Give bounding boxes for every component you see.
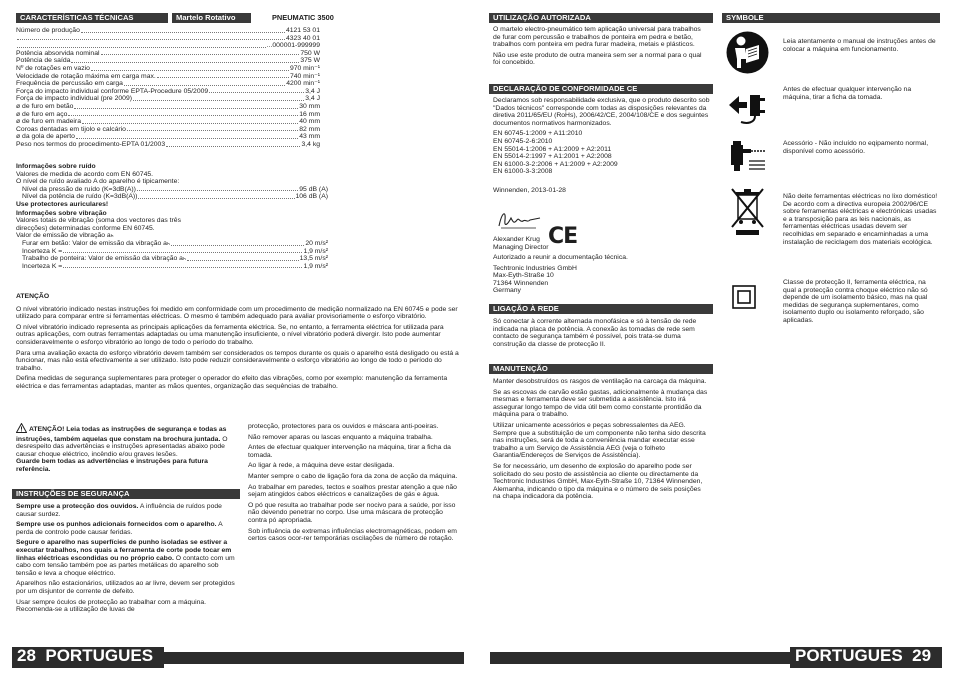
spec-row <box>16 141 320 149</box>
row-leader <box>63 263 302 269</box>
safety-paragraph <box>16 539 240 577</box>
warning-bold: ATENÇÃO! Leia todas as instruções de segurança e todas as instruções, também aquelas que constam na brochura juntada. <box>16 426 227 443</box>
safety-bold: Sempre use a protecção dos ouvidos. <box>16 503 139 510</box>
spec-row <box>16 27 320 35</box>
row-label: Peso nos termos do procedimento-EPTA 01/2003 <box>16 140 166 148</box>
row-value: 1,9 m/s² <box>303 247 328 255</box>
row-leader <box>171 240 305 246</box>
atencao-paragraph: O nível vibratório indicado nestas instruções foi medido em conformidade com um procedimento de medição normalizado na EN 60745 e pode ser utilizado para comparar entre si ferramentas eléctricas. O mesmo é também adequado para avaliar provisoriamente o esforço vibratório. <box>16 305 458 321</box>
address-line: Techtronic Industries GmbH <box>493 264 577 272</box>
row-label: Número de produção <box>16 27 80 34</box>
safety-bold: Sempre use os punhos adicionais fornecidos com o aparelho. <box>16 521 217 529</box>
row-value: 970 min⁻¹ <box>289 64 320 72</box>
row-leader <box>133 95 304 101</box>
noise-row <box>22 193 328 201</box>
declaration-date: Winnenden, 2013-01-28 <box>493 186 566 194</box>
row-value: 106 dB (A) <box>295 193 328 201</box>
standard-item: EN 60745-2-6:2010 <box>493 137 553 145</box>
page-language: PORTUGUES <box>45 646 154 665</box>
row-leader <box>166 141 300 147</box>
page-number: 29 <box>912 646 932 665</box>
row-leader <box>17 42 266 48</box>
maintenance-header: MANUTENÇÃO <box>489 364 713 374</box>
page-language: PORTUGUES <box>795 646 903 665</box>
row-leader <box>127 126 298 132</box>
vibration-row <box>22 248 328 256</box>
row-label: Potência de saída <box>16 57 71 65</box>
safety-text: Usar sempre óculos de protecção ao trabalhar com a máquina. Recomenda-se a utilização de luvas de <box>16 598 207 614</box>
symbol-text-unplug: Antes de efectuar qualquer intervenção na máquina, tirar a ficha da tomada. <box>783 86 912 101</box>
address-line: Max-Eyth-Straße 10 <box>493 272 554 280</box>
row-value: 1,9 m/s² <box>303 262 328 270</box>
row-label: Incerteza K = <box>22 262 63 270</box>
spec-header-subtitle: Martelo Rotativo <box>172 13 251 23</box>
standard-item: EN 55014-1:2006 + A1:2009 + A2:2011 <box>493 145 612 153</box>
conformity-section <box>493 97 710 195</box>
safety-paragraphs <box>16 503 240 617</box>
row-value: ...000001-999999 <box>266 42 320 50</box>
vib-line: Valor de emissão de vibração aₕ <box>16 232 114 240</box>
grid-section <box>493 318 710 351</box>
safety-text: O contacto com um cabo com tensão também poe as partes metálicas do aparelho sob tensão e leva a choque eléctrico. <box>16 554 235 577</box>
atencao-section <box>16 293 461 394</box>
row-leader <box>82 118 298 124</box>
unplug-icon <box>725 82 770 129</box>
safety-paragraph <box>16 503 240 518</box>
row-label: Nº de rotações em vazio <box>16 64 90 72</box>
row-value: 13,5 m/s² <box>299 255 328 263</box>
spec-row <box>16 42 320 50</box>
safety-paragraph <box>16 521 240 536</box>
use-section <box>493 26 710 70</box>
row-label: Força do impacto individual conforme EPTA-Procedure 05/2009 <box>16 87 209 95</box>
standard-item: EN 60745-1:2009 + A11:2010 <box>493 130 583 138</box>
page-number-left <box>17 645 153 667</box>
maintenance-paragraph: Se as escovas de carvão estão gastas, adicionalmente à mudança das mesmas e ferramenta deve ser submetida a assistência. Isto irá assegurar longo tempo de vida útil bem como constante prontidão da máquina para o trabalho. <box>493 388 708 419</box>
row-value: 4121 53 01 <box>285 27 320 34</box>
spec-row <box>16 57 320 65</box>
symbol-text-weee: Não deite ferramentas eléctricas no lixo doméstico! De acordo com a directiva europeia 2002/96/CE sobre ferramentas eléctricas e electrónicas usadas e a transposição para as leis nacionais, as ferramentas eléctricas usadas devem ser recolhidas em separado e encaminhadas a uma instalação de reciclagem dos materiais ecológica. <box>783 193 938 246</box>
signature-image <box>496 206 544 239</box>
spec-row <box>16 126 320 134</box>
row-label: Nível da potência de ruído (K=3dB(A)) <box>22 193 138 201</box>
row-label: Nível da pressão de ruído (K=3dB(A)) <box>22 185 136 193</box>
accessory-icon <box>725 133 770 180</box>
noise-protect: Use protectores auriculares! <box>16 200 109 208</box>
signer-name: Alexander Krug <box>493 236 540 243</box>
warning-triangle-icon <box>16 423 27 436</box>
weee-bin-icon <box>725 185 770 232</box>
maintenance-paragraph: Se for necessário, um desenho de explosão do aparelho pode ser solicitado do seu posto de assistência ao cliente ou directamente da Techtronic Industries GmbH, Max-Eyth-Straße 10, 71364 Winnenden, Alemanha, indicando o tipo da máquina e o número de seis posições na chapa indicadora da potência. <box>493 462 703 501</box>
grid-header: LIGAÇÃO À REDE <box>489 304 713 314</box>
row-value: 43 mm <box>299 133 320 141</box>
address-line: Germany <box>493 287 521 295</box>
safety-paragraph: Não remover aparas ou lascas enquanto a máquina trabalha. <box>248 433 433 441</box>
row-value: 740 min⁻¹ <box>289 72 320 80</box>
vibration-row <box>22 255 328 263</box>
safety-paragraph: Antes de efectuar qualquer intervenção na máquina, tirar a ficha da tomada. <box>248 444 451 459</box>
warning-bold-2: Guarde bem todas as advertências e instruções para futura referência. <box>16 458 208 473</box>
row-leader <box>71 57 299 63</box>
safety-text: A perda de controlo pode causar feridas. <box>16 521 223 536</box>
safety-paragraph <box>16 599 240 614</box>
authorization-block <box>493 254 710 295</box>
noise-row <box>22 186 328 194</box>
maintenance-paragraph: Utilizar unicamente acessórios e peças sobressalentes da AEG. Sempre que a substituição de um componente não tenha sido descrita nas instruções, será de toda a conveniência mandar executar esse trabalho a um Serviço de Assistência AEG (veja o folheto Garantia/Endereços de Serviços de Assistência). <box>493 421 706 460</box>
atencao-paragraph: O nível vibratório indicado representa as principais aplicações da ferramenta eléctrica. Se, no entanto, a ferramenta eléctrica for utilizada para outras aplicações, com outras ferramentas adaptadas ou uma manutenção insuficiente, o nível vibratório poderá divergir. Isto pode aumentar consideravelmente o esforço vibratório ao longo de todo o período do trabalho. <box>16 323 444 346</box>
row-value: 4323 40 01 <box>285 34 320 42</box>
row-label: Furar em betão: Valor de emissão da vibração aₕ <box>22 239 170 247</box>
row-label: Força de impacto individual (pre 2009) <box>16 95 132 103</box>
row-label: Incerteza K = <box>22 247 63 255</box>
atencao-title: ATENÇÃO <box>16 293 50 300</box>
footer-line-right <box>490 652 790 664</box>
atencao-paragraph: Para uma avaliação exacta do esforço vibratório devem também ser considerados os tempos durante os quais o aparelho está desligado ou está a funcionar, mas não está efectivamente a ser utilizado. Isto pode reduzir consideravelmente o esforço vibratório ao longo de todo o período do trabalho. <box>16 349 459 372</box>
page-number: 28 <box>17 646 36 665</box>
vib-rows <box>16 240 328 270</box>
noise-line: Valores de medida de acordo com EN 60745. <box>16 170 154 178</box>
safety-paragraph: Ao ligar à rede, a máquina deve estar desligada. <box>248 462 395 470</box>
warning-text: O desrespeito das advertências e instruções apresentadas abaixo pode causar choque eléctrico, incêndio e/ou graves lesões. <box>16 435 228 458</box>
spec-row <box>16 80 320 88</box>
spec-row <box>16 111 320 119</box>
spec-row <box>16 118 320 126</box>
safety-paragraph: Ao trabalhar em paredes, tectos e soalhos prestar atenção a que não sejam atingidos cabos eléctricos e canalizações de gás e água. <box>248 483 457 499</box>
spec-header-model: PNEUMATIC 3500 <box>272 13 334 22</box>
safety-header: INSTRUÇÕES DE SEGURANÇA <box>12 489 240 499</box>
maintenance-section <box>493 378 710 504</box>
symbol-text-accessory: Acessório - Não incluído no eqipamento normal, disponível como acessório. <box>783 140 929 155</box>
safety-paragraph: Sob influência de extremas influências electromagnéticas, podem em certos casos ocor-rer temporárias oscilações de número de rotação. <box>248 527 457 543</box>
row-leader <box>138 193 294 199</box>
class-ii-icon <box>725 275 770 322</box>
standard-item: EN 61000-3-2:2006 + A1:2009 + A2:2009 <box>493 160 618 168</box>
vibration-row <box>22 240 328 248</box>
noise-line: O nível de ruído avaliado A do aparelho é tipicamente: <box>16 178 180 186</box>
spec-row <box>16 35 320 43</box>
standard-item: EN 55014-2:1997 + A1:2001 + A2:2008 <box>493 153 612 161</box>
row-value: 20 m/s² <box>305 239 328 247</box>
authorized-text: Autorizado a reunir a documentação técnica. <box>493 254 628 261</box>
spec-row <box>16 133 320 141</box>
row-value: 3,4 kg <box>301 140 320 148</box>
row-leader <box>81 27 285 33</box>
use-header: UTILIZAÇÃO AUTORIZADA <box>489 13 713 23</box>
row-label: Trabalho de ponteira: Valor de emissão da vibração aₕ <box>22 255 186 263</box>
row-value: 30 mm <box>299 102 320 110</box>
row-leader <box>17 35 285 41</box>
page-number-right <box>795 645 931 667</box>
row-leader <box>209 88 304 94</box>
row-label: ø de furo em madeira <box>16 118 81 126</box>
signer-block <box>493 236 593 251</box>
safety-paragraph: Manter sempre o cabo de ligação fora da zona de acção da máquina. <box>248 472 458 480</box>
noise-rows <box>16 186 328 201</box>
row-label: Frequência de percussão em carga <box>16 80 123 88</box>
atencao-paragraph: Defina medidas de segurança suplementares para proteger o operador do efeito das vibrações, como por exemplo: manutenção da ferramenta eléctrica e das ferramentas adaptadas, manter as mãos quentes, organização das sequências de trabalho. <box>16 375 448 390</box>
row-label: Coroas dentadas em tijolo e calcário <box>16 125 126 133</box>
symbol-header: SYMBOLE <box>722 13 940 23</box>
standard-item: EN 61000-3-3:2008 <box>493 168 553 176</box>
footer-line-left <box>164 652 464 664</box>
row-value: 375 W <box>300 57 320 65</box>
row-leader <box>187 255 299 261</box>
use-paragraph: O martelo electro-pneumático tem aplicação universal para trabalhos de furar com percussão e trabalhos de ponteira em pedra e betão, trabalhos com ponteira em pedra furar madeira, metais e plásticos. <box>493 26 701 49</box>
row-leader <box>63 248 302 254</box>
maintenance-paragraph: Manter desobstruídos os rasgos de ventilação na carcaça da máquina. <box>493 378 707 385</box>
vib-line: direcções) determinadas conforme EN 60745. <box>16 224 155 232</box>
safety-continued <box>248 423 462 546</box>
row-label: ø de furo em aço <box>16 110 68 118</box>
noise-title: Informações sobre ruído <box>16 163 96 170</box>
spec-row <box>16 103 320 111</box>
grid-paragraph: Só conectar à corrente alternada monofásica e só à tensão de rede indicada na placa de potência. A conexão às tomadas de rede sem contacto de segurança também é possível, pois trata-se duma construção da classe de protecção II. <box>493 318 697 348</box>
spec-header <box>16 13 461 23</box>
conformity-header: DECLARAÇÃO DE CONFORMIDADE CE <box>489 84 713 94</box>
noise-section <box>16 163 328 270</box>
row-leader <box>68 111 298 117</box>
row-label: Velocidade de rotação máxima em carga max. <box>16 72 156 80</box>
conformity-paragraph: Declaramos sob responsabilidade exclusiva, que o produto descrito sob "Dados técnicos" corresponde com todas as disposições relevantes da diretiva 2011/65/EU (RoHs), 2006/42/CE, 2004/108/CE e dos seguintes documentos normativos harmonizados. <box>493 97 710 127</box>
spec-row <box>16 65 320 73</box>
row-label: Potência absorvida nominal <box>16 49 100 57</box>
row-value: 750 W <box>300 49 320 57</box>
spec-header-title: CARACTERÍSTICAS TÉCNICAS <box>16 13 168 23</box>
vib-title: Informações sobre vibração <box>16 209 107 217</box>
spec-row <box>16 95 320 103</box>
row-value: 3,4 J <box>305 95 320 103</box>
read-manual-icon <box>725 29 770 76</box>
safety-text: Aparelhos não estacionários, utilizados ao ar livre, devem ser protegidos por um disjuntor de corrente de defeito. <box>16 580 235 595</box>
row-leader <box>124 80 285 86</box>
row-leader <box>76 133 298 139</box>
safety-paragraph: O pó que resulta ao trabalhar pode ser nocivo para a saúde, por isso não devendo penetrar no corpo. Use uma máscara de protecção contra pó apropriada. <box>248 501 456 524</box>
standards-list <box>493 130 710 176</box>
row-value: 16 mm <box>299 110 320 118</box>
row-value: 95 dB (A) <box>299 185 328 193</box>
symbol-text-manual: Leia atentamente o manual de instruções antes de colocar a máquina em funcionamento. <box>783 38 936 53</box>
spec-row <box>16 88 320 96</box>
use-paragraph: Não use este produto de outra maneira sem ser a normal para o qual foi concebido. <box>493 51 702 67</box>
vibration-row <box>22 263 328 271</box>
symbol-text-class-ii: Classe de protecção II, ferramenta eléctrica, na qual a protecção contra choque eléctrico não só depende de um isolamento básico, mas na qual medidas de segurança suplementares, como isolamento duplo ou isolamento reforçado, são aplicadas. <box>783 279 928 324</box>
safety-paragraph <box>16 580 240 595</box>
row-leader <box>101 50 300 56</box>
ce-mark: CE <box>548 224 578 249</box>
safety-paragraph: protecção, protectores para os ouvidos e máscara anti-poeiras. <box>248 423 439 430</box>
warning-block <box>16 423 239 474</box>
row-leader <box>137 186 298 192</box>
row-value: 4200 min⁻¹ <box>286 80 320 88</box>
row-label: ø da gola de aperto <box>16 133 75 141</box>
spec-row <box>16 73 320 81</box>
row-value: 40 mm <box>299 118 320 126</box>
spec-row <box>16 50 320 58</box>
row-value: 3,4 J <box>305 87 320 95</box>
row-leader <box>91 65 289 71</box>
vib-line: Valores totais de vibração (soma dos vectores das três <box>16 217 181 225</box>
spec-table <box>16 27 320 149</box>
address-line: 71364 Winnenden <box>493 279 549 287</box>
safety-text: A influência de ruídos pode causar surdez. <box>16 503 222 518</box>
row-label: ø de furo em betão <box>16 102 74 110</box>
row-value: 82 mm <box>299 125 320 133</box>
row-leader <box>157 73 289 79</box>
signer-role: Managing Director <box>493 243 549 251</box>
row-leader <box>74 103 298 109</box>
safety-bold: Segure o aparelho nas superfícies de punho isoladas se estiver a executar trabalhos, nos quais a ferramenta de corte pode tocar em linhas eléctricas escondidas ou no próprio cabo. <box>16 539 232 562</box>
